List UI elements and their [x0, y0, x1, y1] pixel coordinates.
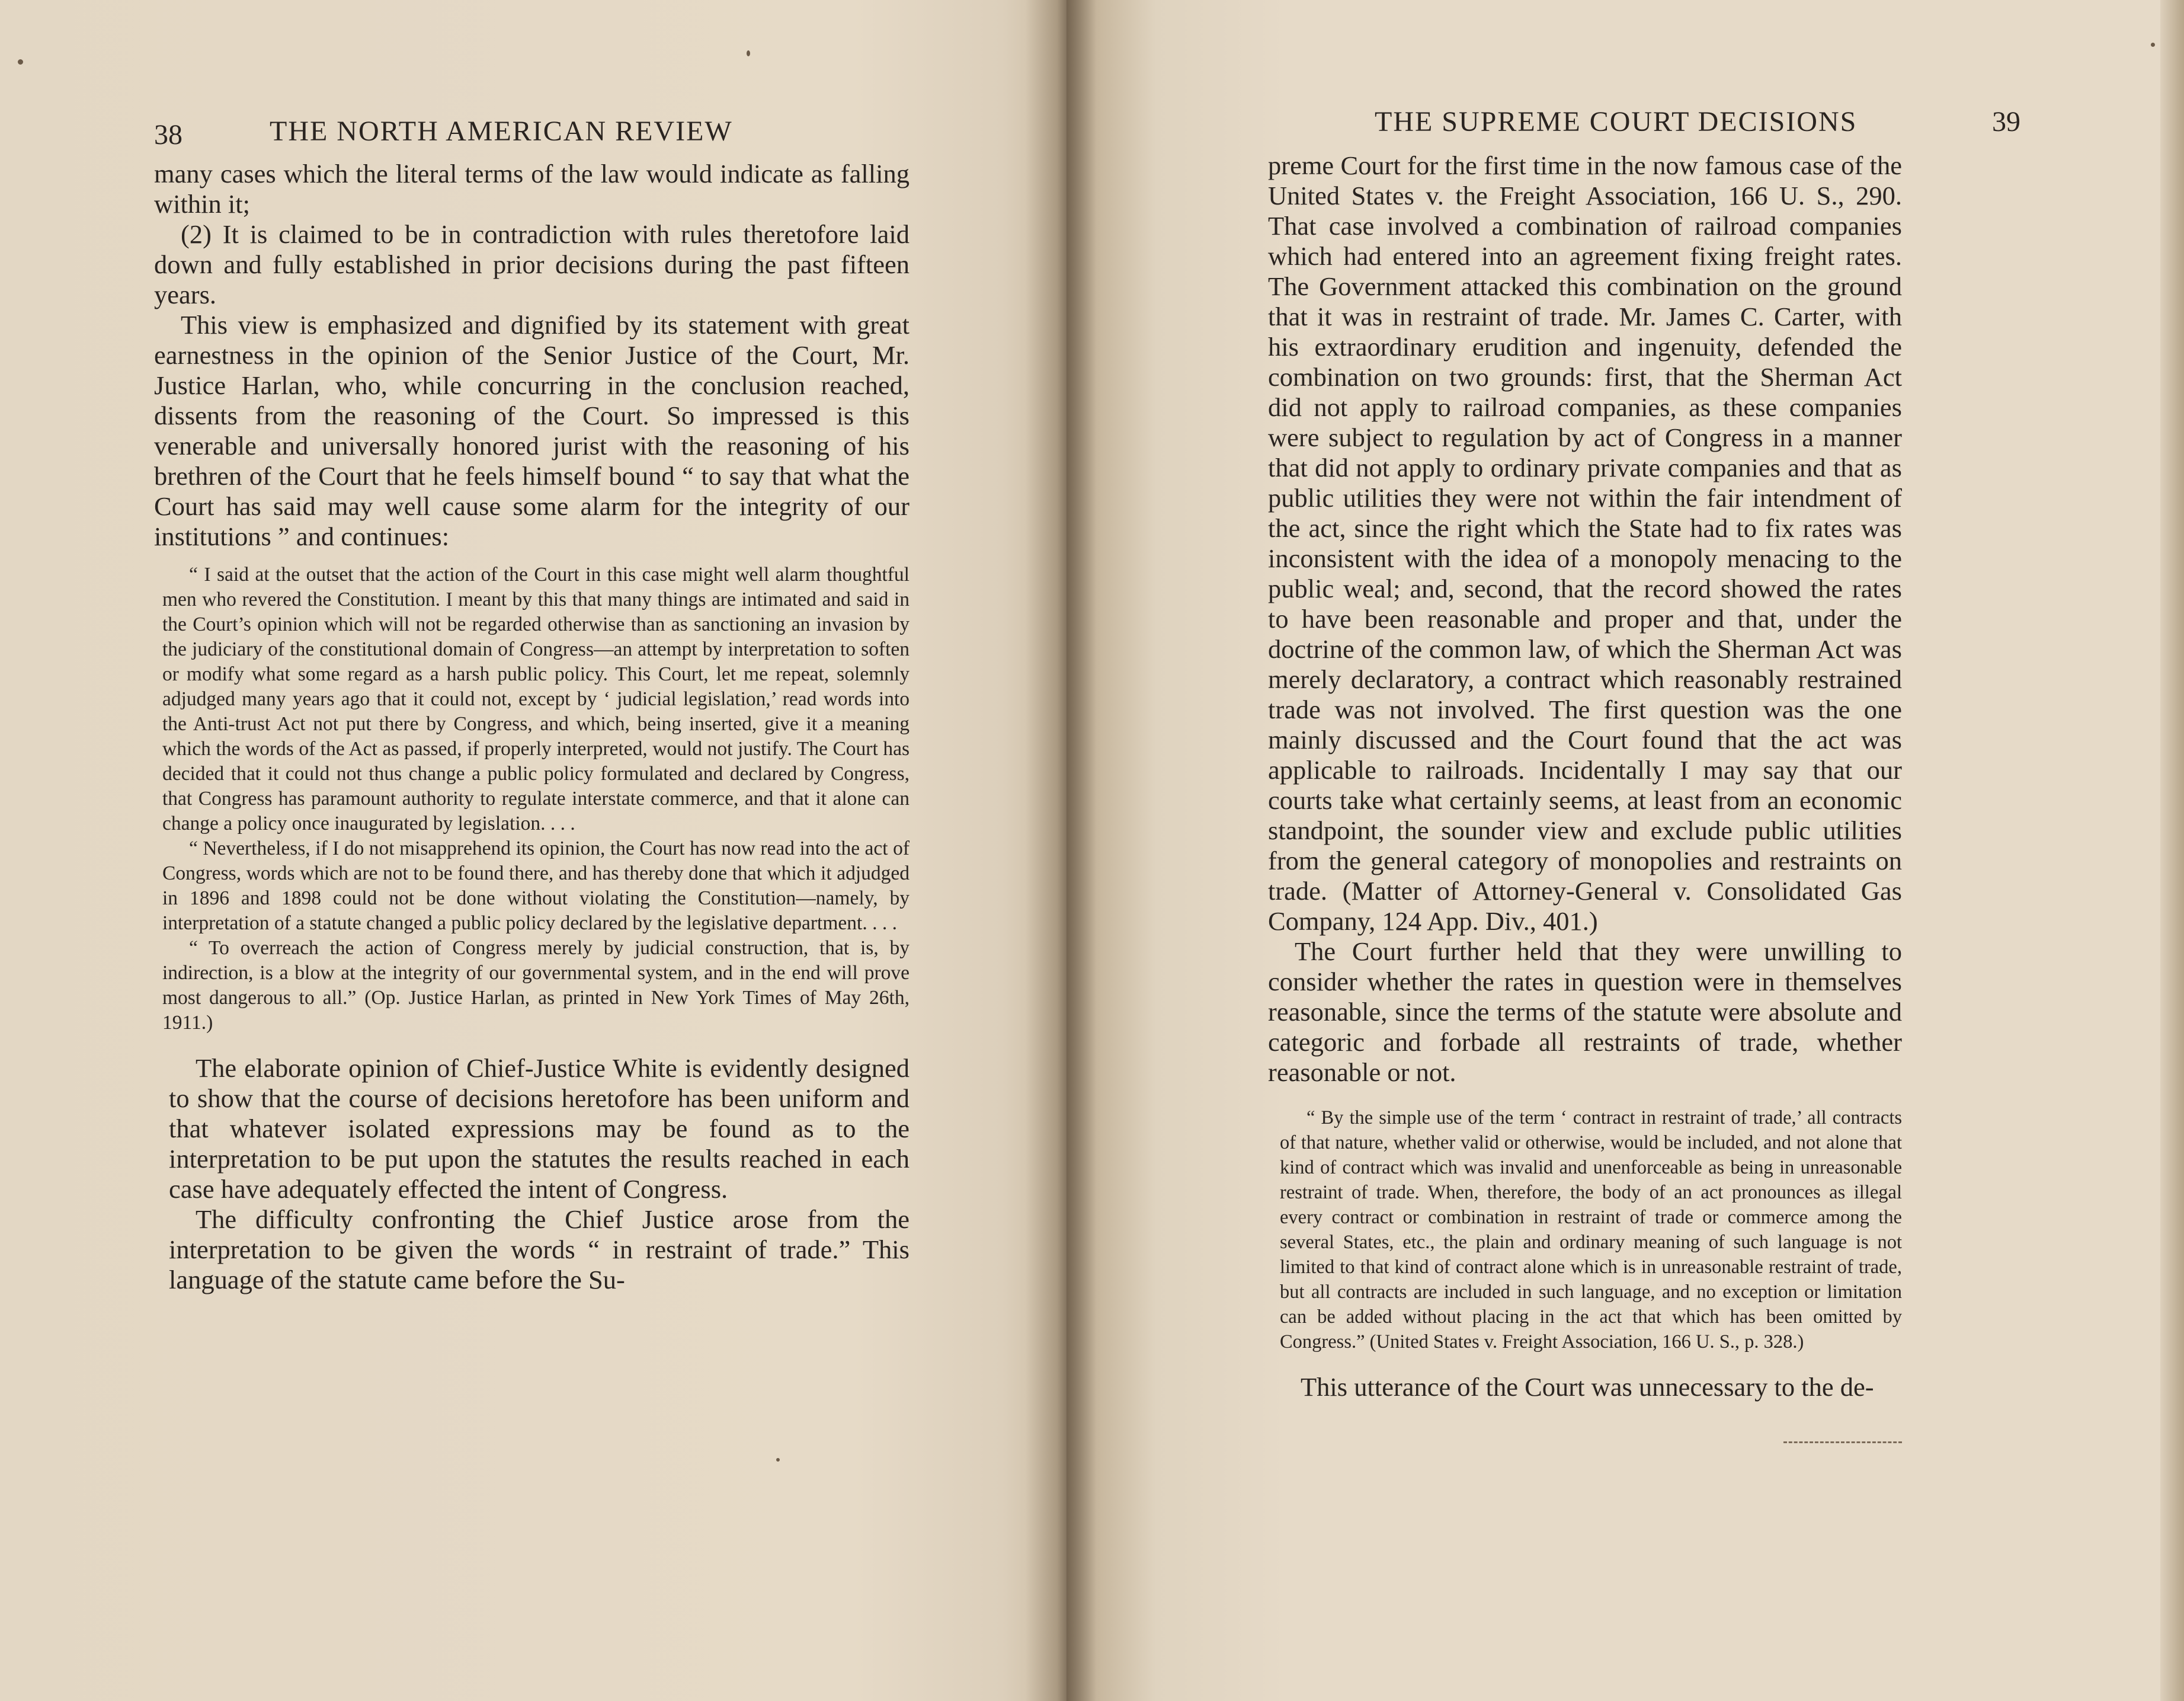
- block-quote: [154, 562, 910, 1035]
- paragraph: This utterance of the Court was unnecessary to the de-: [1301, 1372, 1874, 1402]
- left-page-number: 38: [154, 119, 182, 151]
- paragraph: preme Court for the first time in the now famous case of the United States v. the Freight Association, 166 U. S., 290. That case involved a combination of railroad companies which had entered into an agreement fixing freight rates. The Government attacked this combination on the ground that it was in restraint of trade. Mr. James C. Carter, with his extraordinary erudition and ingenuity, defended the combination on two grounds: first, that the Sherman Act did not apply to railroad companies, as these companies were subject to regulation by act of Congress in a manner that did not apply to ordinary private companies and that as public utilities they were not within the fair intendment of the act, since the right which the State had to fix rates was inconsistent with the idea of a monopoly menacing to the public weal; and, second, that the record showed the rates to have been reasonable and proper and that, under the doctrine of the common law, of which the Sherman Act was merely declaratory, a contract which reasonably restrained trade was not involved. The first question was the one mainly discussed and the Court found that the act was applicable to railroads. Incidentally I may say that our courts take what certainly seems, at least from an economic standpoint, the sounder view and exclude public utilities from the general category of monopolies and restraints on trade. (Matter of Attorney-General v. Consolidated Gas Company, 124 App. Div., 401.): [1268, 151, 1902, 936]
- book-gutter: [1025, 0, 1096, 1701]
- left-page: [0, 0, 1067, 1701]
- left-text-column: [154, 159, 910, 1295]
- ink-speck: [776, 1458, 780, 1462]
- paragraph: The elaborate opinion of Chief-Justice White is evidently designed to show that the course of decisions heretofore has been uniform and that whatever isolated expressions may be found as to the interpretation to be put upon the statutes the results reached in each case have adequately effected the intent of Congress.: [169, 1053, 910, 1204]
- ink-speck: [747, 50, 750, 56]
- torn-edge-mark: [1783, 1441, 1902, 1443]
- right-running-head: THE SUPREME COURT DECISIONS: [1375, 106, 1858, 138]
- block-quote: “ By the simple use of the term ‘ contract in restraint of trade,’ all contracts of that nature, whether valid or otherwise, would be included, and not alone that kind of contract which was invalid and unenforceable as being in unreasonable restraint of trade. When, therefore, the body of an act pronounces as illegal every contract or combination in restraint of trade or commerce among the several States, etc., the plain and ordinary meaning of such language is not limited to that kind of contract alone which is in unreasonable restraint of trade, but all contracts are included in such language, and no exception or limitation can be added without placing in the act that which has been omitted by Congress.” (United States v. Freight Association, 166 U. S., p. 328.): [1280, 1107, 1902, 1353]
- quote-paragraph: “ To overreach the action of Congress merely by judicial construction, that is, by indirection, is a blow at the integrity of our governmental system, and in the end will prove most dangerous to all.” (Op. Justice Harlan, as printed in New York Times of May 26th, 1911.): [162, 937, 910, 1034]
- paragraph: (2) It is claimed to be in contradiction with rules theretofore laid down and fully established in prior decisions during the past fifteen years.: [154, 219, 910, 309]
- left-running-head: THE NORTH AMERICAN REVIEW: [270, 116, 733, 147]
- right-text-column: [1268, 151, 1902, 1402]
- paragraph: The difficulty confronting the Chief Justice arose from the interpretation to be given the words “ in restraint of trade.” This language of the statute came before the Su-: [169, 1204, 910, 1294]
- quote-paragraph: “ I said at the outset that the action of the Court in this case might well alarm thoughtful men who revered the Constitution. I meant by this that many things are intimated and said in the Court’s opinion which will not be regarded otherwise than as sanctioning an invasion by the judiciary of the constitutional domain of Congress—an attempt by interpretation to soften or modify what some regard as a harsh public policy. This Court, let me repeat, solemnly adjudged many years ago that it could not, except by ‘ judicial legislation,’ read words into the Anti-trust Act not put there by Congress, and which, being inserted, give it a meaning which the words of the Act as passed, if properly interpreted, would not justify. The Court has decided that it could not thus change a public policy formulated and declared by Congress, that Congress has paramount authority to regulate interstate commerce, and that it alone can change a policy once inaugurated by legislation. . . .: [162, 564, 910, 834]
- page-edge: [2160, 0, 2184, 1701]
- ink-speck: [2151, 43, 2155, 47]
- right-page: [1067, 0, 2184, 1701]
- quote-paragraph: “ Nevertheless, if I do not misapprehend its opinion, the Court has now read into the act of Congress, words which are not to be found there, and has thereby done that which it adjudged in 1896 and 1898 could not be done without violating the Constitution—namely, by interpretation of a statute changed a public policy declared by the legislative department. . . .: [162, 837, 910, 934]
- paragraph: The Court further held that they were unwilling to consider whether the rates in question were in themselves reasonable, since the terms of the statute were absolute and categoric and forbade all restraints of trade, whether reasonable or not.: [1268, 936, 1902, 1087]
- paragraph: This view is emphasized and dignified by its statement with great earnestness in the opinion of the Senior Justice of the Court, Mr. Justice Harlan, who, while concurring in the conclusion reached, dissents from the reasoning of the Court. So impressed is this venerable and universally honored jurist with the reasoning of his brethren of the Court that he feels himself bound “ to say that what the Court has said may well cause some alarm for the integrity of our institutions ” and continues:: [154, 310, 910, 551]
- right-page-number: 39: [1992, 106, 2020, 138]
- ink-speck: [18, 59, 23, 65]
- paragraph: many cases which the literal terms of the law would indicate as falling within it;: [154, 159, 910, 219]
